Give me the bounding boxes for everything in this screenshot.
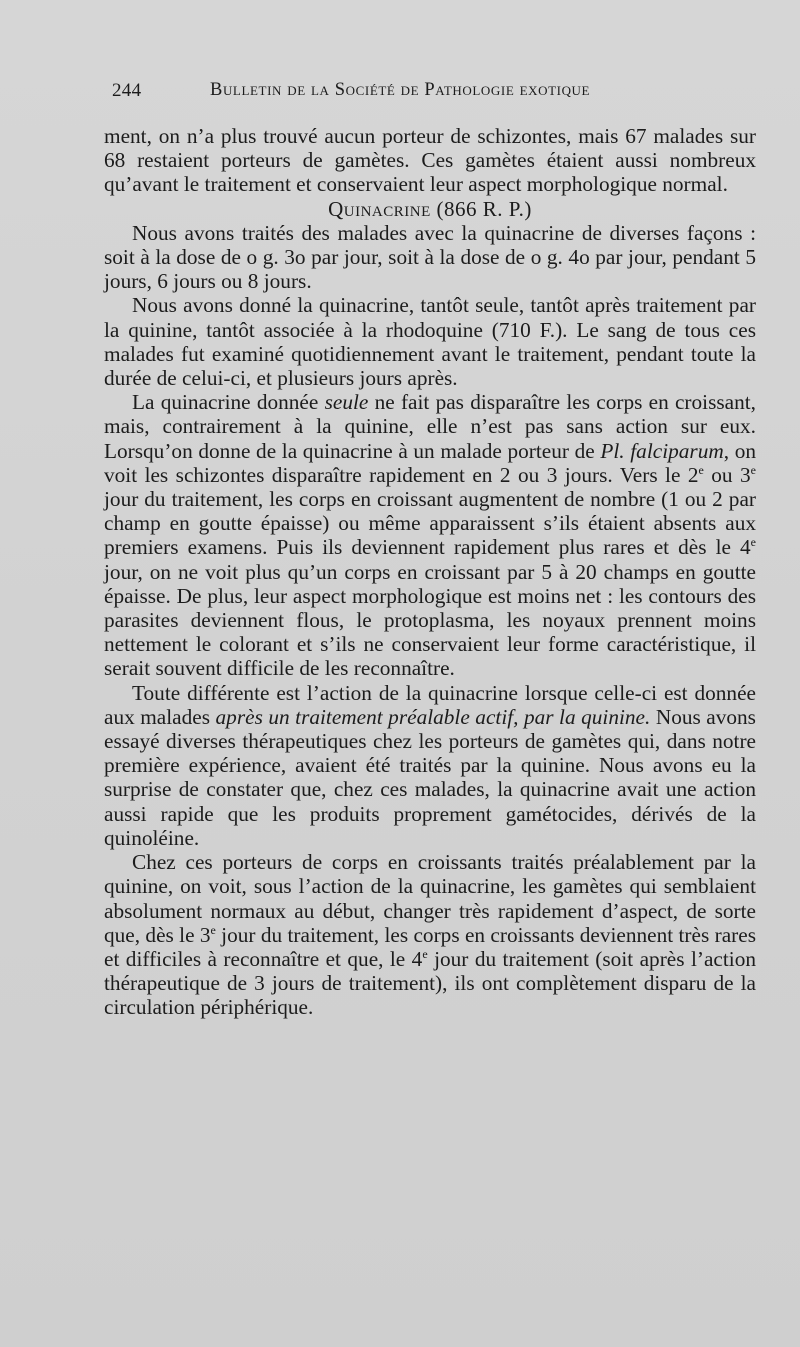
paragraph: Nous avons traités des malades avec la quinacrine de diverses façons : soit à la dose de o g. 3o par jour, soit à la dose de o g. 4o par jour, pendant 5 jours, 6 jours ou 8 jours.: [104, 220, 756, 294]
body-text: [104, 124, 756, 1020]
superscript: e: [210, 922, 216, 937]
page-number: 244: [112, 80, 142, 101]
text-run: La quinacrine donnée: [132, 390, 325, 415]
running-title: Bulletin de la Société de Pathologie exotique: [210, 80, 591, 100]
superscript: e: [750, 462, 756, 477]
section-title-number: (866 R. P.): [436, 196, 532, 221]
paragraph: [104, 850, 756, 1019]
italic-text: après un traitement préalable actif, par la quinine.: [215, 704, 651, 729]
text-run: Nous avons essayé diverses thérapeutiques chez les porteurs de gamètes qui, dans notre première expérience, avaient été traités par la quinine. Nous avons eu la surprise de constater que, chez ces malades, la quinacrine avait une action aussi rapide que les produits proprement gamétocides, dérivés de la quinoléine.: [104, 704, 756, 850]
text-run: ou 3: [703, 462, 751, 487]
superscript: e: [422, 946, 428, 961]
superscript: e: [698, 462, 704, 477]
page-header: [112, 80, 752, 108]
paragraph-continuation: ment, on n’a plus trouvé aucun porteur de schizontes, mais 67 malades sur 68 restaient porteurs de gamètes. Ces gamètes étaient aussi nombreux qu’avant le traitement et conservaient leur aspect morphologique normal.: [104, 124, 756, 197]
text-run: jour du traitement, les corps en croissants deviennent très rares et difficiles à reconnaître et que, le 4: [104, 922, 756, 971]
paragraph: [104, 681, 756, 850]
italic-text: seule: [324, 390, 369, 415]
paragraph: [104, 390, 756, 680]
text-run: jour du traitement (soit après l’action thérapeutique de 3 jours de traitement), ils ont complètement disparu de la circulation périphérique.: [104, 946, 756, 1020]
text-run: ne fait pas disparaître les corps en croissant, mais, contrairement à la quinine, elle n’est pas sans action sur eux. Lorsqu’on donne de la quinacrine à un malade porteur de: [104, 390, 757, 463]
text-run: jour, on ne voit plus qu’un corps en croissant par 5 à 20 champs en goutte épaisse. De plus, leur aspect morphologique est moins net : les contours des parasites deviennent flous, le protoplasma, les noyaux prennent moins nettement le colorant et s’ils ne conservaient leur forme caractéristique, il serait souvent difficile de les reconnaître.: [104, 559, 756, 681]
section-title-name: Quinacrine: [328, 196, 431, 221]
italic-species-name: Pl. falciparum: [600, 438, 724, 463]
superscript: e: [750, 535, 756, 550]
paragraph: Nous avons donné la quinacrine, tantôt seule, tantôt après traitement par la quinine, tantôt associée à la rhodoquine (710 F.). Le sang de tous ces malades fut examiné quotidiennement avant le traitement, pendant toute la durée de celui-ci, et plusieurs jours après.: [104, 293, 756, 391]
text-run: Toute différente est l’action de la quinacrine lorsque celle-ci est donnée aux malades: [104, 680, 756, 729]
text-run: Chez ces porteurs de corps en croissants traités préalablement par la quinine, on voit, sous l’action de la quinacrine, les gamètes qui semblaient absolument normaux au début, changer très rapidement d’aspect, de sorte que, dès le 3: [104, 850, 756, 947]
text-run: jour du traitement, les corps en croissant augmentent de nombre (1 ou 2 par champ en goutte épaisse) ou même apparaissent s’ils étaient absents aux premiers examens. Puis ils deviennent rapidement plus rares et dès le 4: [104, 487, 756, 560]
section-title: [104, 197, 756, 221]
text-run: , on voit les schizontes disparaître rapidement en 2 ou 3 jours. Vers le 2: [104, 438, 756, 487]
